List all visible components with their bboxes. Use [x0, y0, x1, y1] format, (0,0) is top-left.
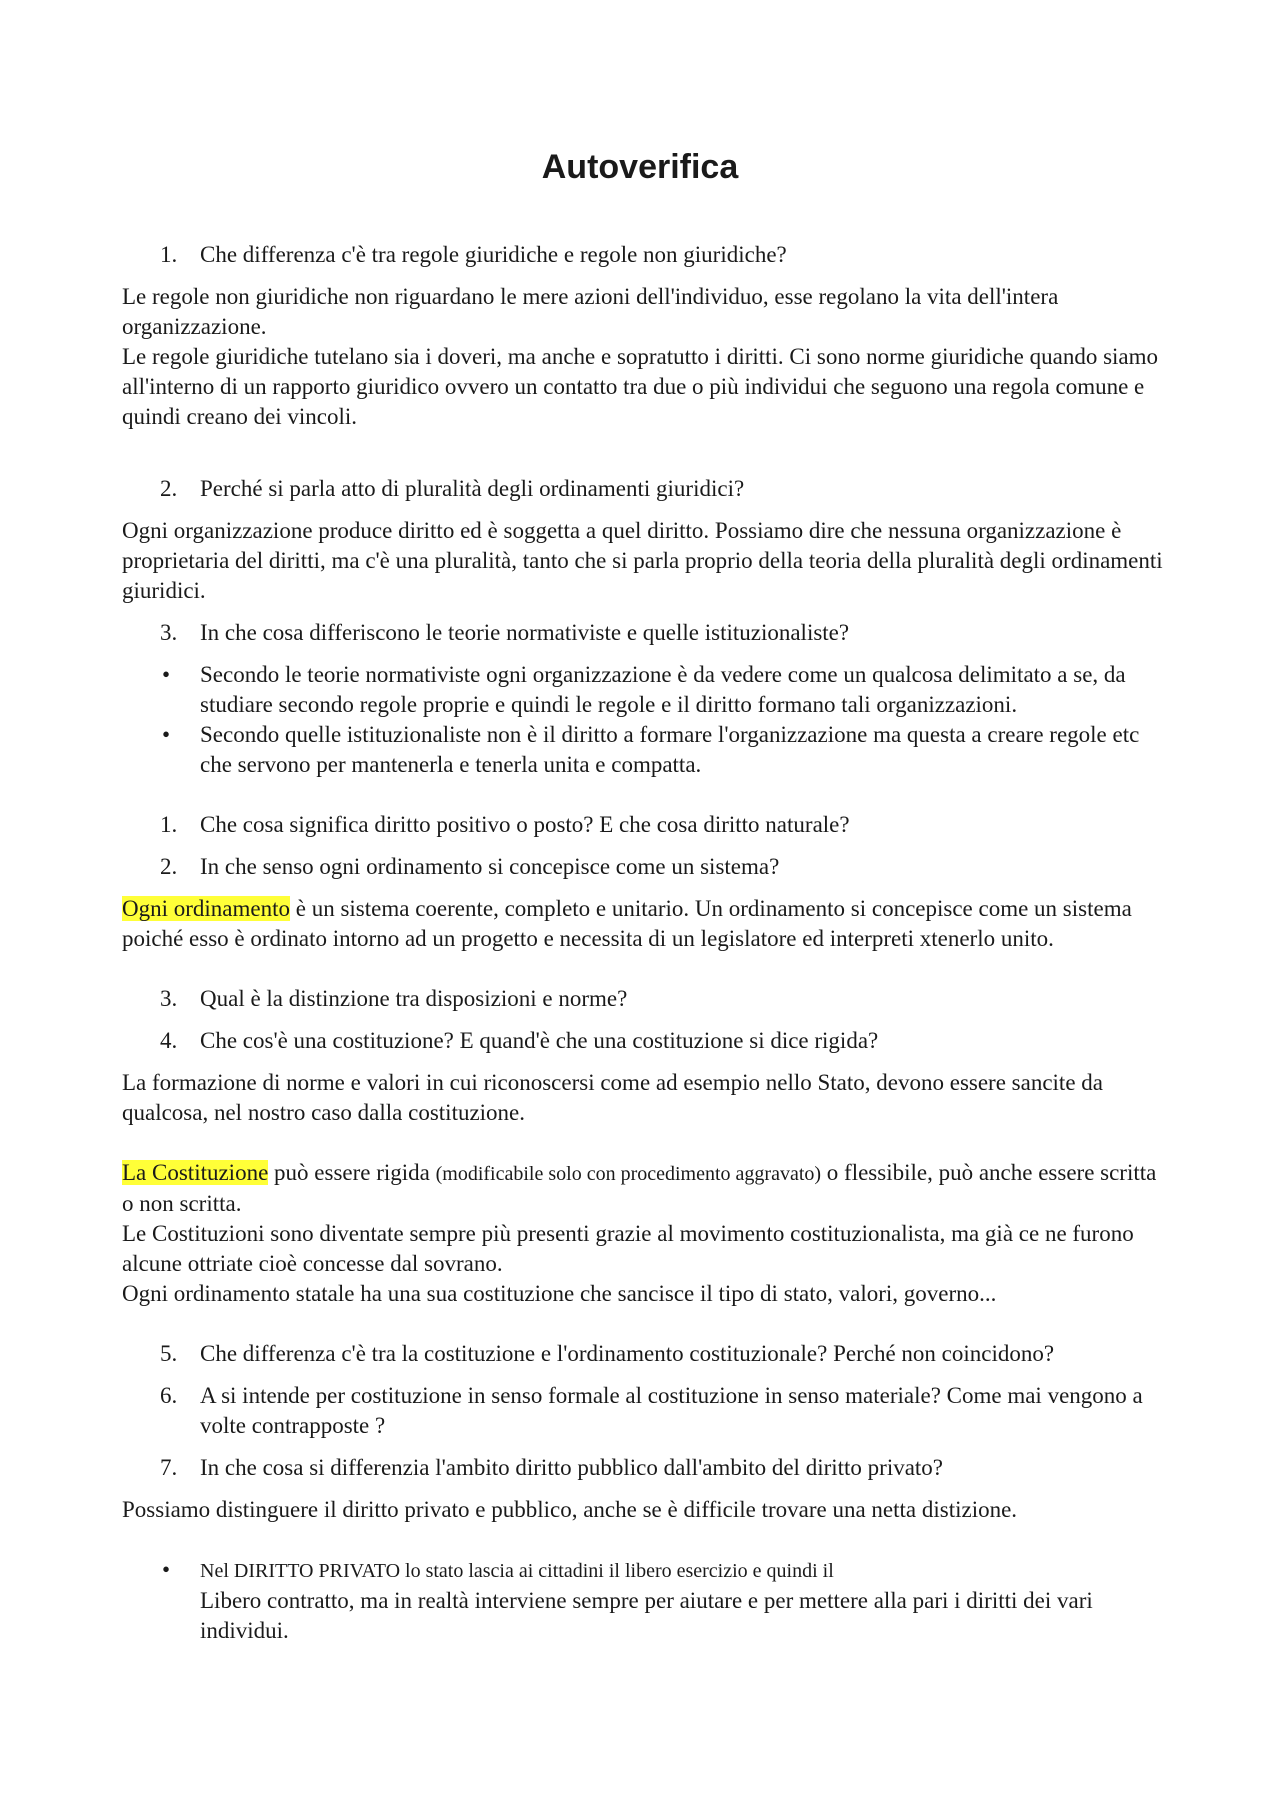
- question-2: [122, 474, 1172, 504]
- answer-7-paragraph-4: Ogni ordinamento statale ha una sua costituzione che sancisce il tipo di stato, valori, governo...: [122, 1281, 997, 1306]
- answer-text: o flessibile, può anche essere scritta o non scritta.: [122, 1160, 1157, 1216]
- question-number: 1.: [160, 812, 178, 837]
- bullet-text: Secondo le teorie normativiste ogni organizzazione è da vedere come un qualcosa delimitato a se, da studiare secondo regole proprie e quindi le regole e il diritto formano tali organizzazioni.: [200, 662, 1126, 717]
- question-number: 2.: [160, 476, 178, 501]
- question-1: [122, 240, 1172, 270]
- highlighted-text: Ogni ordinamento: [122, 896, 290, 921]
- answer-7-paragraph-1: La formazione di norme e valori in cui riconoscersi come ad esempio nello Stato, devono essere sancite da qualcosa, nel nostro caso dalla costituzione.: [122, 1070, 1103, 1125]
- question-8: [122, 1339, 1172, 1369]
- question-number: 7.: [160, 1455, 178, 1480]
- answer-1-paragraph-1: Le regole non giuridiche non riguardano le mere azioni dell'individuo, esse regolano la vita dell'intera organizzazione.: [122, 284, 1059, 339]
- question-text: Che cos'è una costituzione? E quand'è che una costituzione si dice rigida?: [200, 1028, 879, 1053]
- question-number: 3.: [160, 986, 178, 1011]
- question-text: Qual è la distinzione tra disposizioni e norme?: [200, 986, 628, 1011]
- answer-2-paragraph: Ogni organizzazione produce diritto ed è soggetta a quel diritto. Possiamo dire che nessuna organizzazione è proprietaria del diritti, ma c'è una pluralità, tanto che si parla proprio della teoria della pluralità degli ordinamenti giuridici.: [122, 518, 1163, 603]
- bullet-icon: •: [162, 722, 171, 747]
- bullet-item-diritto-privato: [122, 1555, 1172, 1646]
- question-3: [122, 618, 1172, 648]
- question-number: 4.: [160, 1028, 178, 1053]
- document-body: [122, 240, 1172, 1646]
- question-number: 3.: [160, 620, 178, 645]
- question-number: 6.: [160, 1383, 178, 1408]
- question-text: In che cosa differiscono le teorie normativiste e quelle istituzionaliste?: [200, 620, 850, 645]
- question-number: 1.: [160, 242, 178, 267]
- question-number: 5.: [160, 1341, 178, 1366]
- answer-text: è un sistema coerente, completo e unitario. Un ordinamento si concepisce come un sistema poiché esso è ordinato intorno ad un progetto e necessita di un legislatore ed interpreti xtenerlo unito.: [122, 896, 1132, 951]
- question-5: [122, 852, 1172, 882]
- bullet-item-normativiste: [122, 660, 1172, 720]
- question-text: In che cosa si differenzia l'ambito diritto pubblico dall'ambito del diritto privato?: [200, 1455, 944, 1480]
- question-text: Che differenza c'è tra regole giuridiche e regole non giuridiche?: [200, 242, 787, 267]
- answer-7-paragraph-3: Le Costituzioni sono diventate sempre più presenti grazie al movimento costituzionalista, ma già ce ne furono alcune ottriate cioè concesse dal sovrano.: [122, 1221, 1134, 1276]
- bullet-item-istituzionaliste: [122, 720, 1172, 780]
- question-4: [122, 810, 1172, 840]
- question-7: [122, 1026, 1172, 1056]
- answer-1-paragraph-2: Le regole giuridiche tutelano sia i doveri, ma anche e sopratutto i diritti. Ci sono norme giuridiche quando siamo all'interno di un rapporto giuridico ovvero un contatto tra due o più individui che seguono una regola comune e quindi creano dei vincoli.: [122, 344, 1159, 429]
- question-text: Che differenza c'è tra la costituzione e l'ordinamento costituzionale? Perché non coincidono?: [200, 1341, 1055, 1366]
- page-title: Autoverifica: [541, 148, 739, 186]
- bullet-icon: •: [162, 1557, 171, 1582]
- bullet-text: Secondo quelle istituzionaliste non è il diritto a formare l'organizzazione ma questa a creare regole etc che servono per mantenerla e tenerla unita e compatta.: [200, 722, 1140, 777]
- question-text: A si intende per costituzione in senso formale al costituzione in senso materiale? Come mai vengono a volte contrapposte ?: [200, 1383, 1143, 1438]
- answer-text: può essere rigida: [268, 1160, 436, 1185]
- answer-5-paragraph: [122, 894, 1172, 954]
- question-number: 2.: [160, 854, 178, 879]
- question-9: [122, 1381, 1172, 1441]
- question-6: [122, 984, 1172, 1014]
- answer-10-paragraph: Possiamo distinguere il diritto privato e pubblico, anche se è difficile trovare una netta distizione.: [122, 1497, 1018, 1522]
- highlighted-text: La Costituzione: [122, 1160, 269, 1185]
- question-10: [122, 1453, 1172, 1483]
- question-text: Che cosa significa diritto positivo o posto? E che cosa diritto naturale?: [200, 812, 850, 837]
- bullet-text-line-2: Libero contratto, ma in realtà interviene sempre per aiutare e per mettere alla pari i diritti dei vari individui.: [200, 1588, 1093, 1643]
- bullet-icon: •: [162, 662, 171, 687]
- bullet-text-line-1: Nel DIRITTO PRIVATO lo stato lascia ai cittadini il libero esercizio e quindi il: [200, 1560, 834, 1582]
- parenthetical-note: (modificabile solo con procedimento aggravato): [435, 1163, 822, 1185]
- question-text: Perché si parla atto di pluralità degli ordinamenti giuridici?: [200, 476, 745, 501]
- answer-7-paragraph-2: [122, 1158, 1172, 1219]
- question-text: In che senso ogni ordinamento si concepisce come un sistema?: [200, 854, 780, 879]
